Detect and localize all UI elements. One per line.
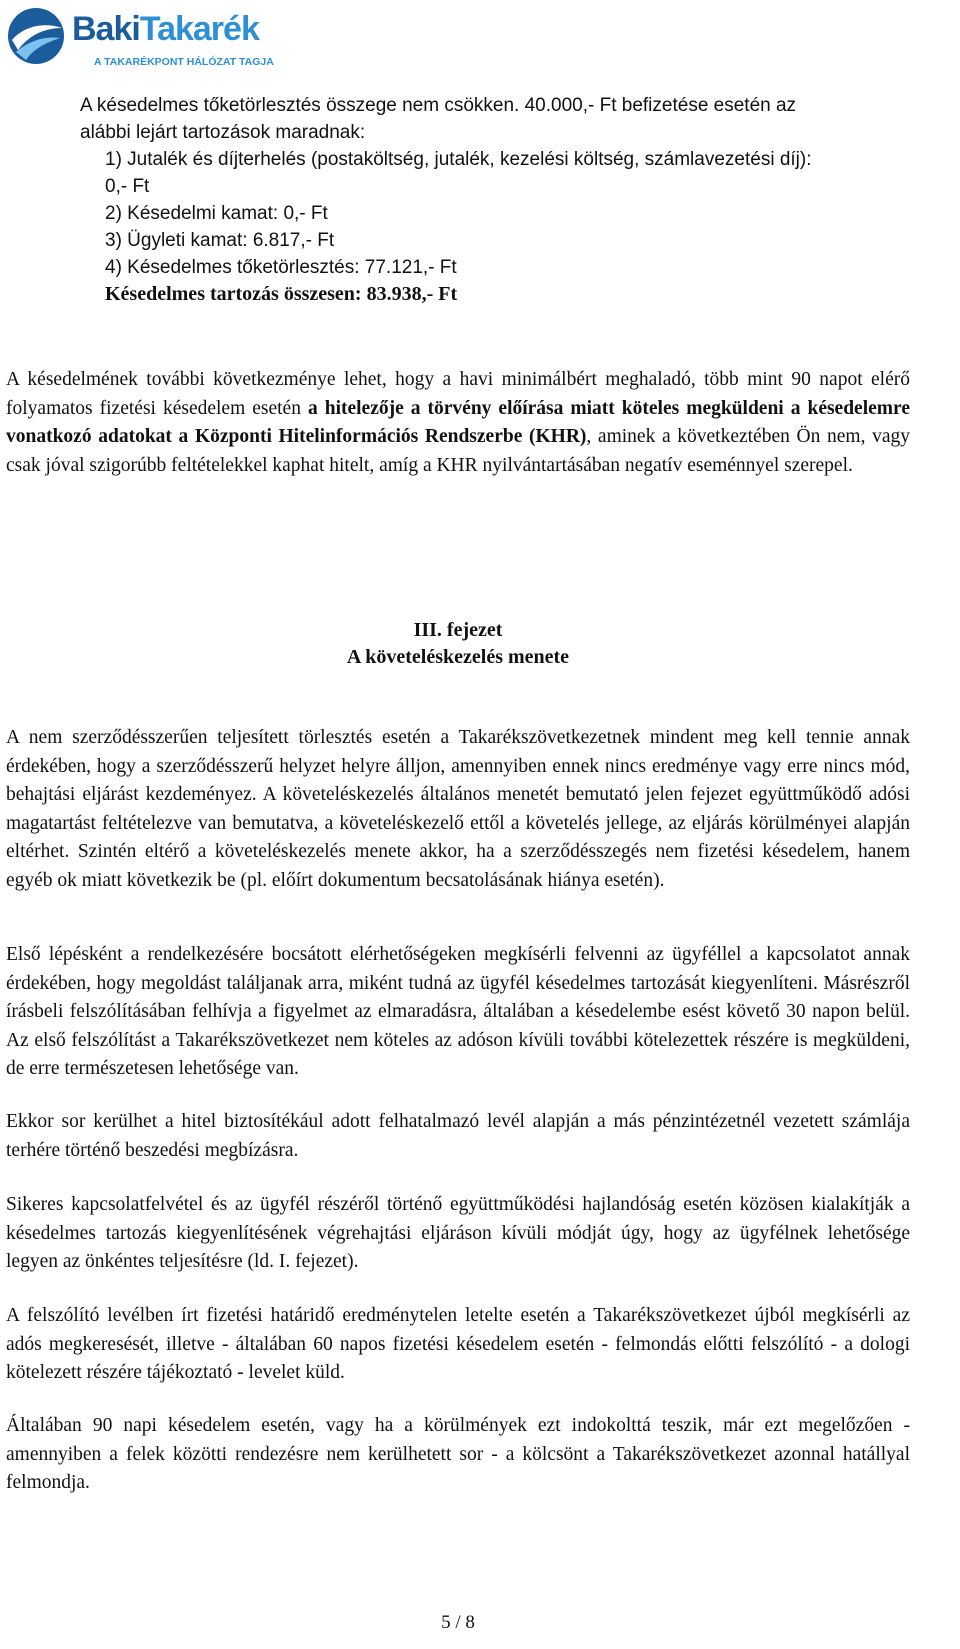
logo-tagline: A TAKARÉKPONT HÁLÓZAT TAGJA xyxy=(94,56,274,68)
consequence-bold-text: a hitelezője a törvény előírása miatt köteles megküldeni a késedelemre vonatkozó adatokat a Központi Hitelinformációs Rendszerbe (KHR) xyxy=(6,397,910,447)
summary-item-4: 4) Késedelmes tőketörlesztés: 77.121,- Ft xyxy=(105,257,457,278)
consequence-text-1: A késedelmének további következménye lehet, hogy a havi minimálbért meghaladó, több mint 90 napot elérő folyamatos fizetési késedelem esetén xyxy=(6,369,910,419)
logo-swirl-icon xyxy=(6,6,66,66)
consequence-text-2: , aminek a következtében Ön nem, vagy csak jóval szigorúbb feltételekkel kaphat hitelt, amíg a KHR nyilvántartásában negatív eseménnyel szerepel. xyxy=(6,426,910,476)
consequence-paragraph xyxy=(6,366,910,480)
page-number: 5 / 8 xyxy=(441,1612,475,1633)
paragraph-3: Ekkor sor kerülhet a hitel biztosítékául adott felhatalmazó levél alapján a más pénzintézetnél vezetett számlája terhére történő beszedési megbízásra. xyxy=(6,1111,910,1161)
summary-total: Késedelmes tartozás összesen: 83.938,- Ft xyxy=(105,283,458,305)
paragraph-1: A nem szerződésszerűen teljesített törlesztés esetén a Takarékszövetkezetnek mindent meg kell tennie annak érdekében, hogy a szerződésszerű helyzet helyre álljon, amennyiben ennek nincs eredménye vagy erre nincs mód, behajtási eljárást kezdeményez. A követeléskezelés általános menetét bemutató jelen fejezet együttműködő adósi magatartást feltételezve van bemutatva, a követeléskezelő ettől a követelés jellege, az eljárás körülményei alapján eltérhet. Szintén eltérő a követeléskezelés menete akkor, ha a szerződésszegés nem fizetési késedelem, hanem egyéb ok miatt következik be (pl. előírt dokumentum becsatolásának hiánya esetén). xyxy=(6,727,910,891)
chapter-title: A követeléskezelés menete xyxy=(346,646,570,668)
logo-text-baki: Baki xyxy=(72,10,140,48)
summary-line-2: alábbi lejárt tartozások maradnak: xyxy=(80,122,366,143)
bank-logo xyxy=(6,4,306,74)
paragraph-5: A felszólító levélben írt fizetési határidő eredménytelen letelte esetén a Takarékszövetkezet újból megkísérli az adós megkeresését, illetve - általában 60 napos fizetési késedelem esetén - felmondás előtti felszólító - a dologi kötelezett részére tájékoztató - levelet küld. xyxy=(6,1305,910,1383)
debt-summary xyxy=(80,92,960,308)
summary-item-3: 3) Ügyleti kamat: 6.817,- Ft xyxy=(105,230,335,251)
paragraph-2: Első lépésként a rendelkezésére bocsátott elérhetőségeken megkísérli felvenni az ügyféllel a kapcsolatot annak érdekében, hogy megoldást találjanak arra, miként tudná az ügyfél késedelmes tartozását kiegyenlíteni. Másrészről írásbeli felszólításában felhívja a figyelmet az elmaradásra, általában a késedelembe esést követő 30 napon belül. Az első felszólítást a Takarékszövetkezet nem köteles az adóson kívüli további kötelezettek részére is megküldeni, de erre természetesen lehetősége van. xyxy=(6,944,910,1079)
summary-item-1: 1) Jutalék és díjterhelés (postaköltség, jutalék, kezelési költség, számlavezetési díj): xyxy=(105,149,812,170)
summary-item-1-value: 0,- Ft xyxy=(105,176,150,197)
summary-item-2: 2) Késedelmi kamat: 0,- Ft xyxy=(105,203,328,224)
summary-line-1: A késedelmes tőketörlesztés összege nem csökken. 40.000,- Ft befizetése esetén az xyxy=(80,95,797,116)
logo-wordmark xyxy=(72,10,259,49)
logo-text-takarek: Takarék xyxy=(139,10,259,48)
chapter-number: III. fejezet xyxy=(413,619,503,641)
paragraph-4: Sikeres kapcsolatfelvétel és az ügyfél részéről történő együttműködési hajlandóság esetén közösen kialakítják a késedelmes tartozás kiegyenlítésének végrehajtási eljáráson kívüli módját úgy, hogy az ügyfélnek lehetősége legyen az önkéntes teljesítésre (ld. I. fejezet). xyxy=(6,1194,910,1272)
paragraph-6: Általában 90 napi késedelem esetén, vagy ha a körülmények ezt indokolttá teszik, már ezt megelőzően - amennyiben a felek közötti rendezésre nem kerülhetett sor - a kölcsönt a Takarékszövetkezet azonnal hatállyal felmondja. xyxy=(6,1415,910,1493)
